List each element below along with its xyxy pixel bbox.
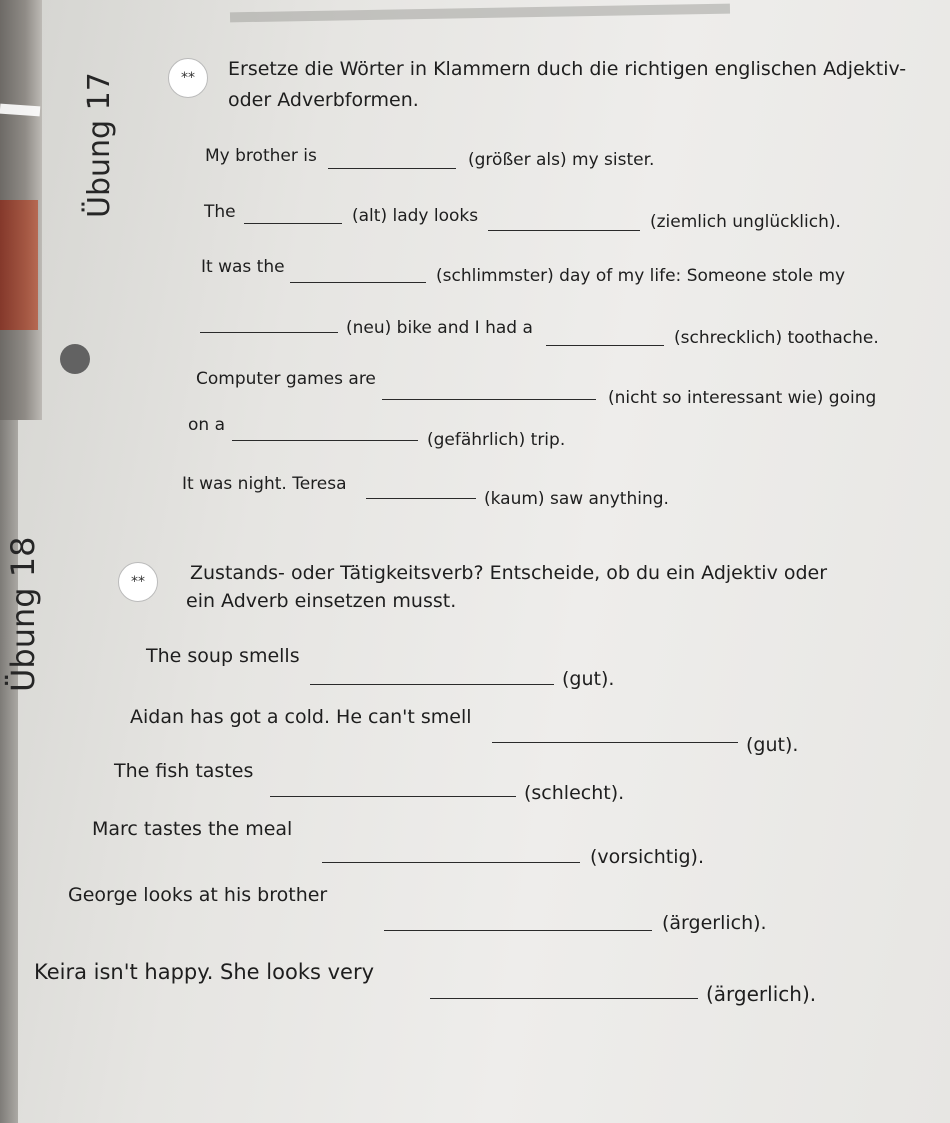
hint-text: (nicht so interessant wie) going: [608, 388, 877, 408]
answer-blank[interactable]: [244, 223, 342, 224]
hint-text: (ziemlich unglücklich).: [650, 212, 841, 232]
exercise-18-number: Übung 18: [4, 536, 42, 692]
answer-blank[interactable]: [328, 168, 456, 169]
sentence-text: It was night. Teresa: [182, 474, 347, 494]
hint-text: (ärgerlich).: [706, 982, 817, 1006]
sentence-text: The fish tastes: [114, 760, 254, 782]
difficulty-badge-17: **: [168, 58, 208, 98]
exercise-17-instruction: Ersetze die Wörter in Klammern duch die richtigen englischen Adjektiv-: [228, 58, 907, 80]
answer-blank[interactable]: [290, 282, 426, 283]
page-top-shadow: [230, 4, 730, 23]
sentence-text: Marc tastes the meal: [92, 818, 293, 840]
exercise-17-instruction-cont: oder Adverbformen.: [228, 89, 419, 111]
answer-blank[interactable]: [546, 345, 664, 346]
answer-blank[interactable]: [310, 684, 554, 685]
hint-text: (kaum) saw anything.: [484, 489, 669, 509]
sentence-text: Aidan has got a cold. He can't smell: [130, 706, 472, 728]
answer-blank[interactable]: [366, 498, 476, 499]
hint-text: (größer als) my sister.: [468, 150, 655, 170]
answer-blank[interactable]: [270, 796, 516, 797]
hint-text: (gut).: [746, 734, 799, 756]
exercise-18-instruction: Zustands- oder Tätigkeitsverb? Entscheide, ob du ein Adjektiv oder: [190, 562, 828, 584]
hint-text: (schrecklich) toothache.: [674, 328, 879, 348]
hint-text: (vorsichtig).: [590, 846, 704, 868]
answer-blank[interactable]: [232, 440, 418, 441]
sentence-text: George looks at his brother: [68, 884, 328, 906]
sentence-text: Keira isn't happy. She looks very: [34, 960, 374, 984]
hint-text: (gefährlich) trip.: [427, 430, 566, 450]
hint-text: (neu) bike and I had a: [346, 318, 533, 338]
book-cover-edge: [0, 200, 38, 330]
answer-blank[interactable]: [382, 399, 596, 400]
hint-text: (gut).: [562, 668, 615, 690]
sentence-text: Computer games are: [196, 369, 376, 389]
hint-text: (alt) lady looks: [352, 206, 479, 226]
answer-blank[interactable]: [488, 230, 640, 231]
answer-blank[interactable]: [384, 930, 652, 931]
exercise-18-instruction-cont: ein Adverb einsetzen musst.: [186, 590, 457, 612]
exercise-17-number: Übung 17: [82, 72, 117, 218]
answer-blank[interactable]: [200, 332, 338, 333]
answer-blank[interactable]: [430, 998, 698, 999]
hint-text: (schlecht).: [524, 782, 625, 804]
sentence-text: It was the: [201, 257, 285, 277]
difficulty-badge-18: **: [118, 562, 158, 602]
hint-text: (schlimmster) day of my life: Someone stole my: [436, 266, 846, 286]
hint-text: (ärgerlich).: [662, 912, 767, 934]
bullet-dot: [60, 344, 90, 374]
sentence-text: The soup smells: [146, 645, 300, 667]
sentence-text: My brother is: [205, 146, 317, 166]
answer-blank[interactable]: [492, 742, 738, 743]
sentence-text: The: [204, 202, 236, 222]
sentence-text: on a: [188, 415, 225, 435]
answer-blank[interactable]: [322, 862, 580, 863]
